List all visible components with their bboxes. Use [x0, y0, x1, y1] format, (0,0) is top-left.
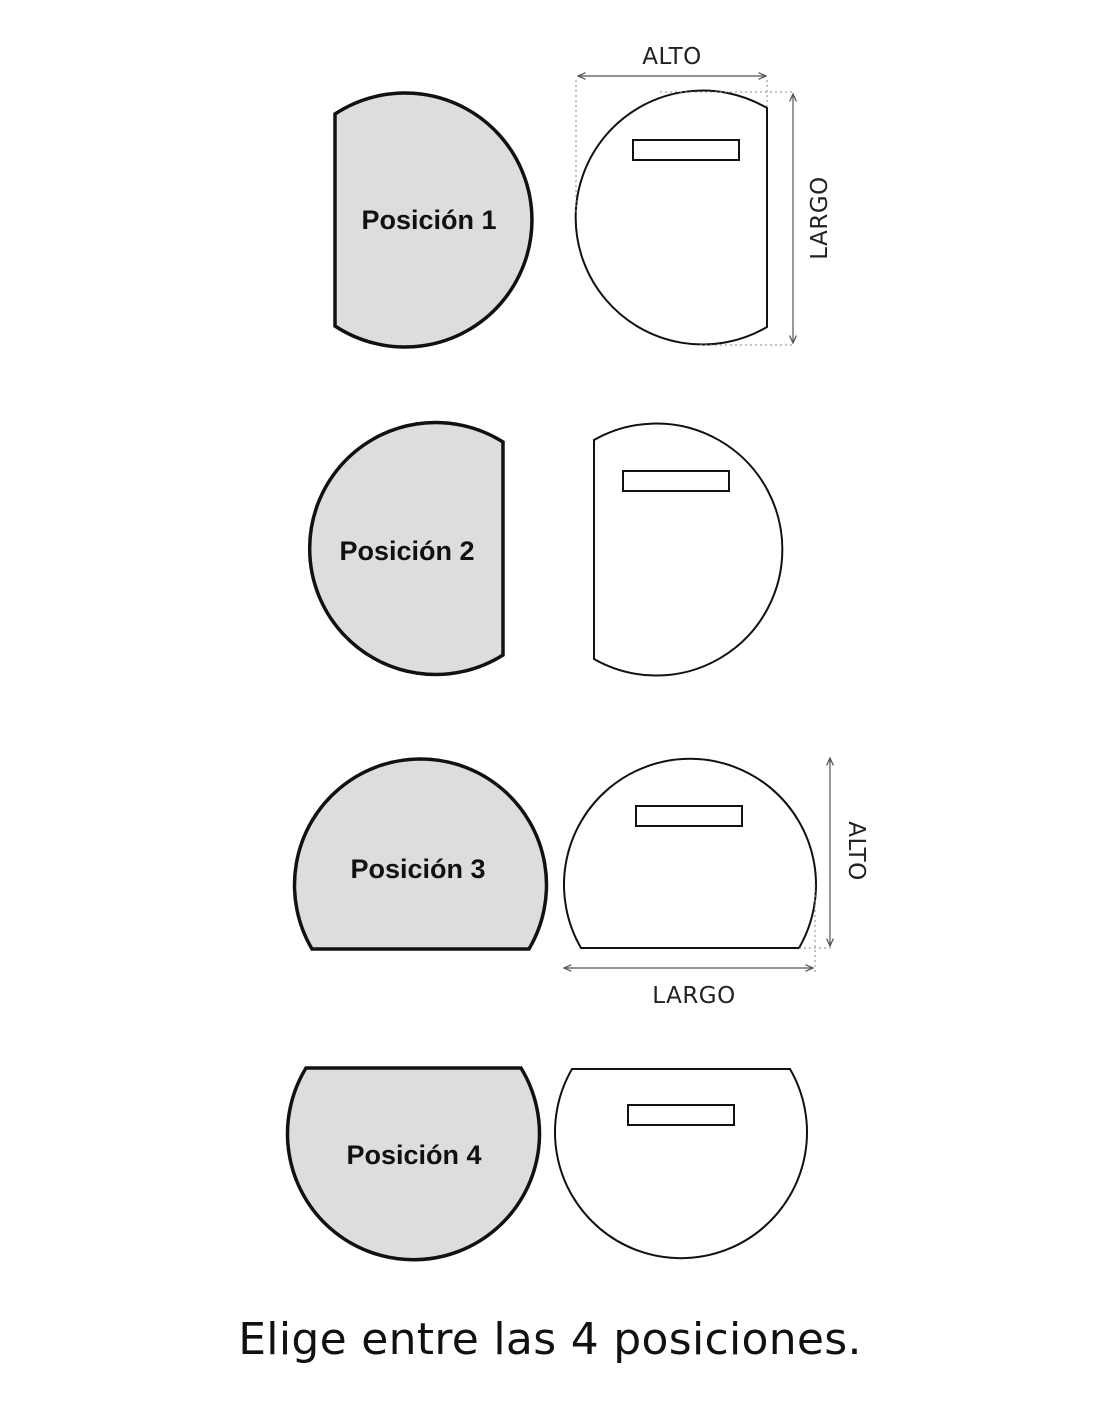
position-3-group: [295, 758, 870, 1009]
position-3-label: Posición 3: [350, 854, 486, 884]
position-3-slot: [636, 806, 742, 826]
largo-dimension-label: LARGO: [807, 176, 833, 260]
position-1-label: Posición 1: [361, 205, 497, 235]
position-4-slot: [628, 1105, 734, 1125]
position-4-mirror: [555, 1069, 807, 1258]
position-4-label: Posición 4: [346, 1140, 482, 1170]
position-2-label: Posición 2: [339, 536, 475, 566]
position-2-group: [310, 423, 783, 676]
position-1-mirror: [576, 91, 767, 345]
largo-dimension-label-2: LARGO: [652, 983, 736, 1009]
position-2-slot: [623, 471, 729, 491]
position-1-group: [335, 44, 833, 347]
alto-dimension-label: ALTO: [642, 44, 702, 70]
position-3-mirror: [564, 759, 816, 948]
position-4-group: [288, 1068, 808, 1260]
alto-dimension-label-2: ALTO: [843, 821, 869, 881]
position-1-slot: [633, 140, 739, 160]
position-2-mirror: [594, 424, 782, 676]
caption: Elige entre las 4 posiciones.: [238, 1314, 862, 1365]
